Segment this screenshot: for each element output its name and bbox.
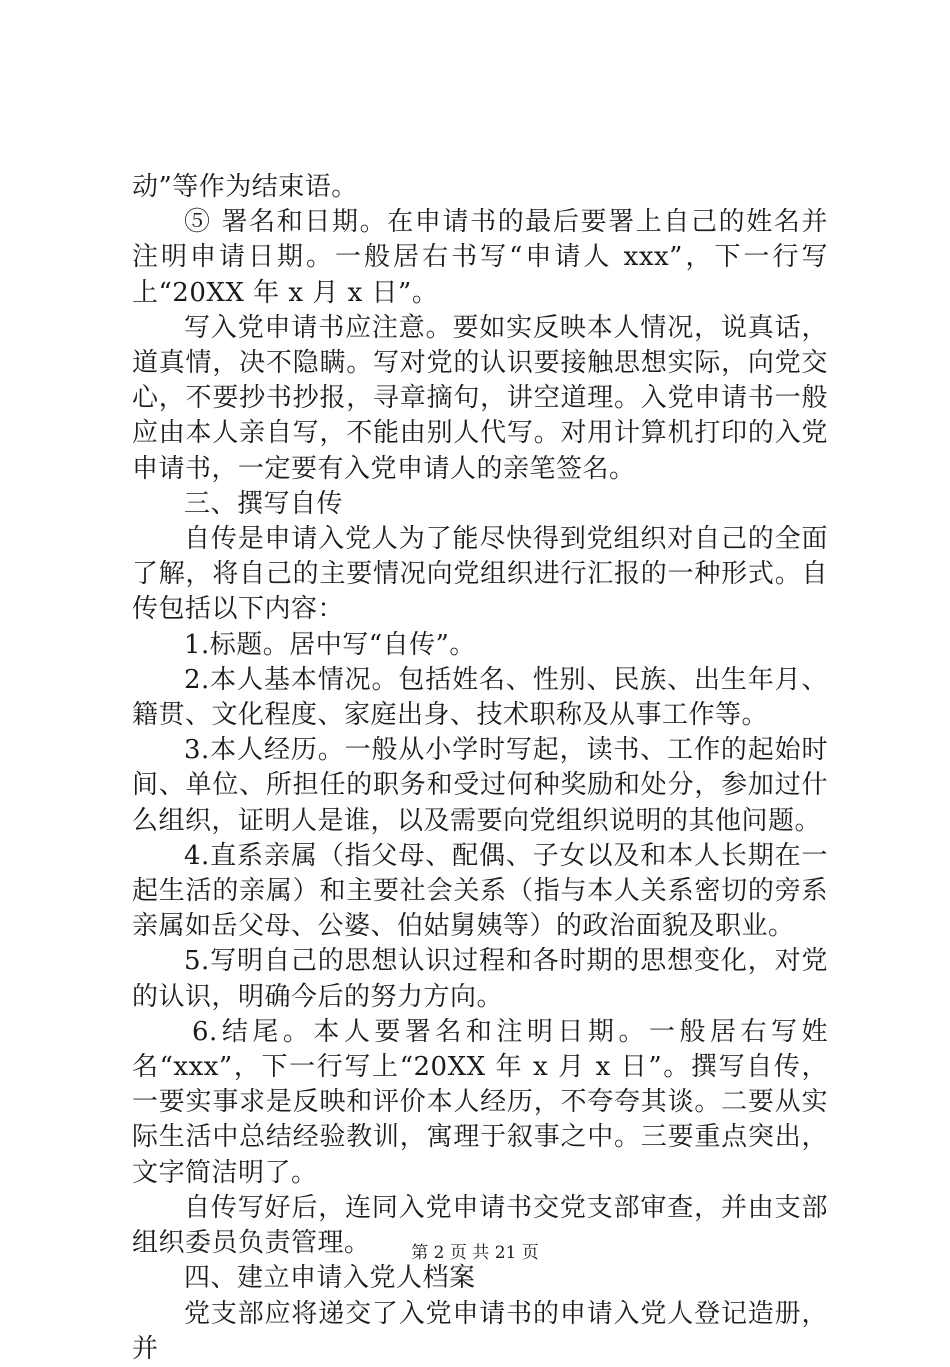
paragraph-12: 自传写好后，连同入党申请书交党支部审查，并由支部组织委员负责管理。 <box>132 1192 828 1259</box>
list-item-6: 6.结尾。本人要署名和注明日期。一般居右写姓名“xxx”，下一行写上“20XX 年 x 月 x 日”。撰写自传，一要实事求是反映和评价本人经历，不夸夸其谈。二要从实际生活中总结经验教训，寓理于叙事之中。三要重点突出，文字简洁明了。 <box>132 1016 828 1188</box>
list-item-1: 1.标题。居中写“自传”。 <box>184 629 476 660</box>
paragraph-1: 动”等作为结束语。 <box>132 172 358 202</box>
list-item-2: 2.本人基本情况。包括姓名、性别、民族、出生年月、籍贯、文化程度、家庭出身、技术职称及从事工作等。 <box>132 664 828 731</box>
paragraph-3: 写入党申请书应注意。要如实反映本人情况，说真话，道真情，决不隐瞒。写对党的认识要接触思想实际，向党交心，不要抄书抄报，寻章摘句，讲空道理。入党申请书一般应由本人亲自写，不能由别人代写。对用计算机打印的入党申请书，一定要有入党申请人的亲笔签名。 <box>132 312 828 484</box>
document-body <box>132 170 828 1367</box>
paragraph-2: ⑤ 署名和日期。在申请书的最后要署上自己的姓名并注明申请日期。一般居右书写“申请人 xxx”，下一行写上“20XX 年 x 月 x 日”。 <box>132 207 828 308</box>
section-heading-3: 三、撰写自传 <box>184 488 344 519</box>
list-item-3: 3.本人经历。一般从小学时写起，读书、工作的起始时间、单位、所担任的职务和受过何种奖励和处分，参加过什么组织，证明人是谁，以及需要向党组织说明的其他问题。 <box>132 735 828 836</box>
list-item-5: 5.写明自己的思想认识过程和各时期的思想变化，对党的认识，明确今后的努力方向。 <box>132 946 828 1012</box>
section-heading-4: 四、建立申请入党人档案 <box>184 1263 476 1294</box>
page-number-footer: 第 2 页 共 21 页 <box>411 1243 539 1263</box>
paragraph-14: 党支部应将递交了入党申请书的申请入党人登记造册，并 <box>132 1298 828 1364</box>
list-item-4: 4.直系亲属（指父母、配偶、子女以及和本人长期在一起生活的亲属）和主要社会关系（指与本人关系密切的旁系亲属如岳父母、公婆、伯姑舅姨等）的政治面貌及职业。 <box>132 840 828 942</box>
paragraph-5: 自传是申请入党人为了能尽快得到党组织对自己的全面了解，将自己的主要情况向党组织进行汇报的一种形式。自传包括以下内容： <box>132 524 828 625</box>
